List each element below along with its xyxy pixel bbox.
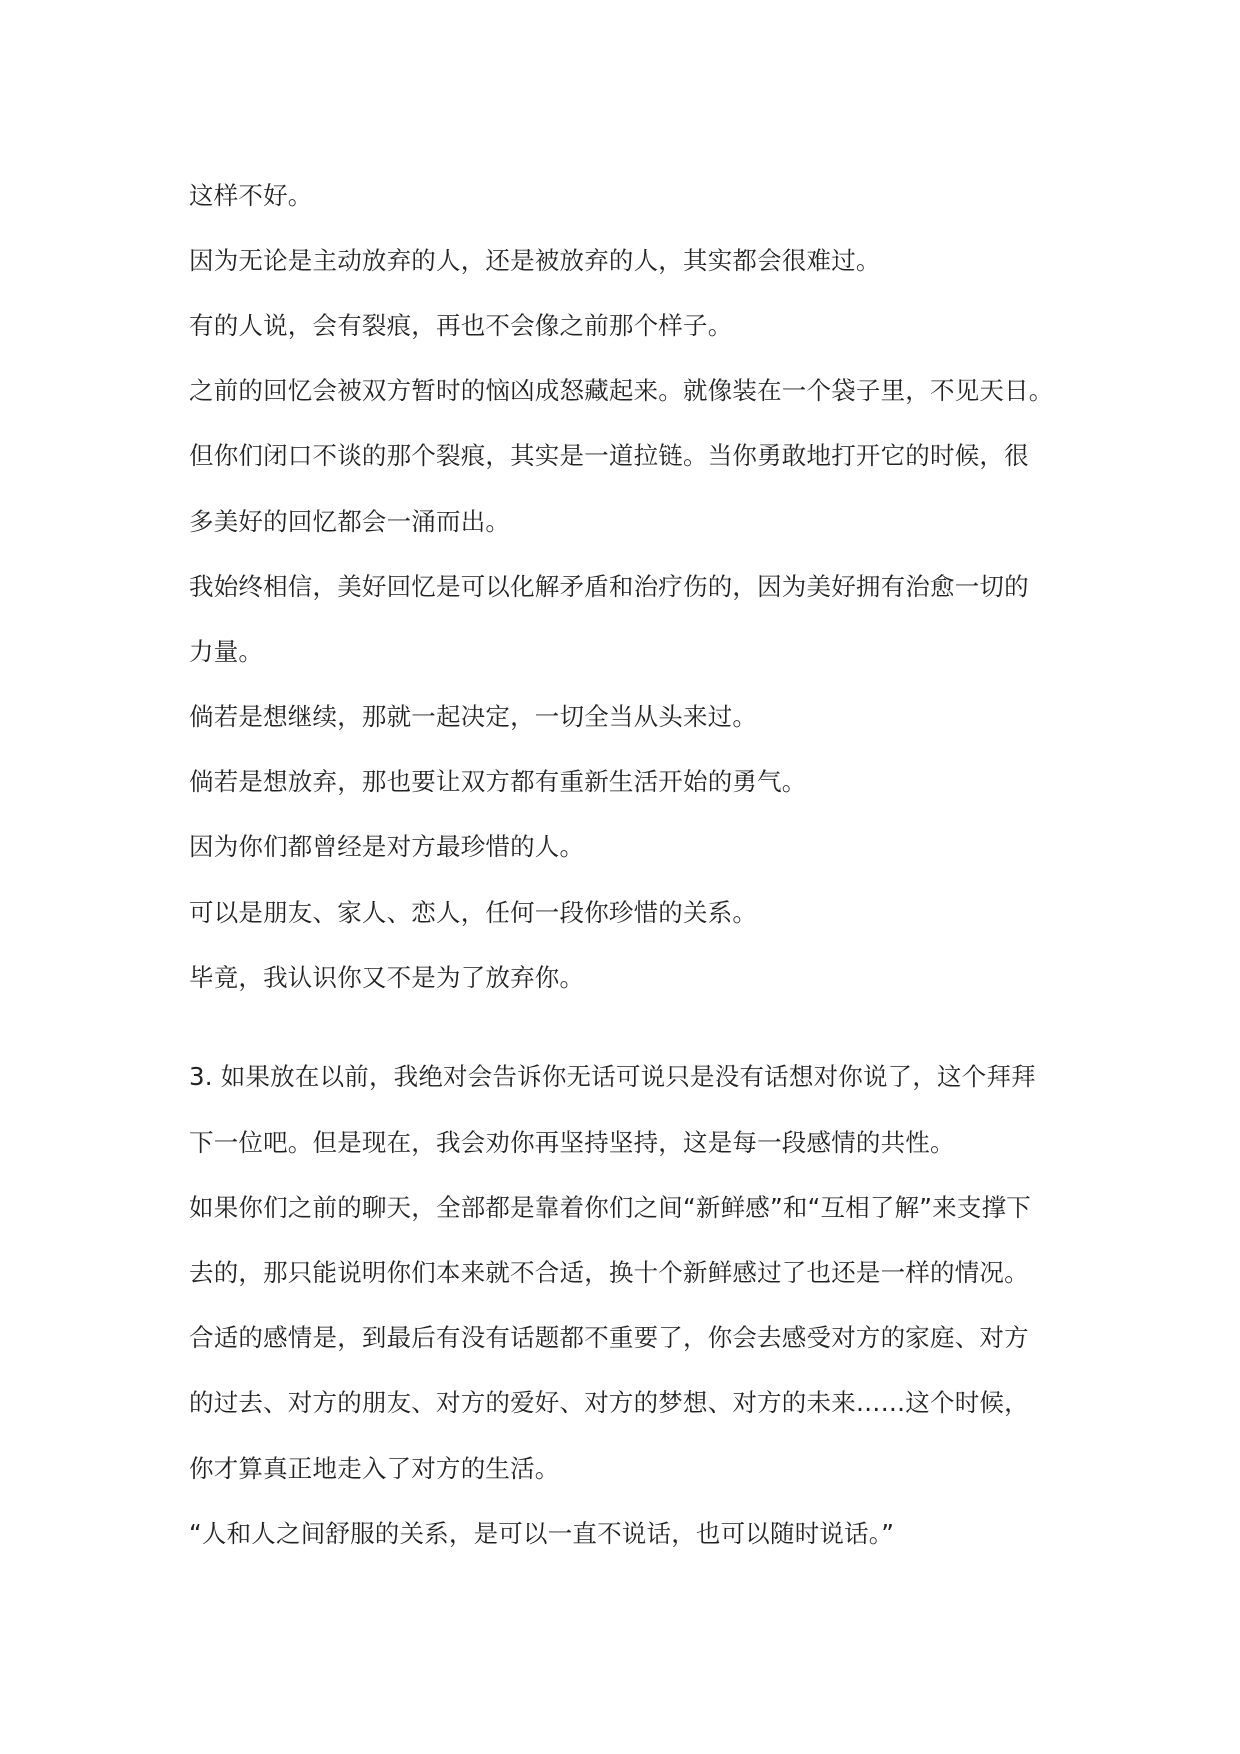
text-line: 你才算真正地走入了对方的生活。 (189, 1454, 560, 1483)
text-line: 3. 如果放在以前，我绝对会告诉你无话可说只是没有话想对你说了，这个拜拜 (189, 1062, 1036, 1091)
text-line: 合适的感情是，到最后有没有话题都不重要了，你会去感受对方的家庭、对方 (189, 1323, 1029, 1352)
text-line: 力量。 (189, 637, 264, 666)
text-line: 这样不好。 (189, 181, 313, 210)
text-line: 有的人说，会有裂痕，再也不会像之前那个样子。 (189, 311, 733, 340)
text-line: 但你们闭口不谈的那个裂痕，其实是一道拉链。当你勇敢地打开它的时候，很 (189, 441, 1029, 470)
text-line: 因为无论是主动放弃的人，还是被放弃的人，其实都会很难过。 (189, 246, 881, 275)
text-line: 之前的回忆会被双方暂时的恼凶成怒藏起来。就像装在一个袋子里，不见天日。 (189, 376, 1054, 405)
text-line: 可以是朋友、家人、恋人，任何一段你珍惜的关系。 (189, 898, 758, 927)
text-line: 下一位吧。但是现在，我会劝你再坚持坚持，这是每一段感情的共性。 (189, 1128, 955, 1157)
text-line: 我始终相信，美好回忆是可以化解矛盾和治疗伤的，因为美好拥有治愈一切的 (189, 572, 1029, 601)
text-line: 毕竟，我认识你又不是为了放弃你。 (189, 963, 585, 992)
text-line: 的过去、对方的朋友、对方的爱好、对方的梦想、对方的未来……这个时候， (189, 1388, 1029, 1417)
text-line: 因为你们都曾经是对方最珍惜的人。 (189, 832, 585, 861)
text-line: 多美好的回忆都会一涌而出。 (189, 507, 511, 536)
text-line: 倘若是想放弃，那也要让双方都有重新生活开始的勇气。 (189, 767, 807, 796)
text-line: 去的，那只能说明你们本来就不合适，换十个新鲜感过了也还是一样的情况。 (189, 1258, 1029, 1287)
text-line: 如果你们之前的聊天，全部都是靠着你们之间“新鲜感”和“互相了解”来支撑下 (189, 1193, 1031, 1222)
text-line: 倘若是想继续，那就一起决定，一切全当从头来过。 (189, 702, 758, 731)
text-line: “人和人之间舒服的关系，是可以一直不说话，也可以随时说话。” (189, 1519, 895, 1548)
